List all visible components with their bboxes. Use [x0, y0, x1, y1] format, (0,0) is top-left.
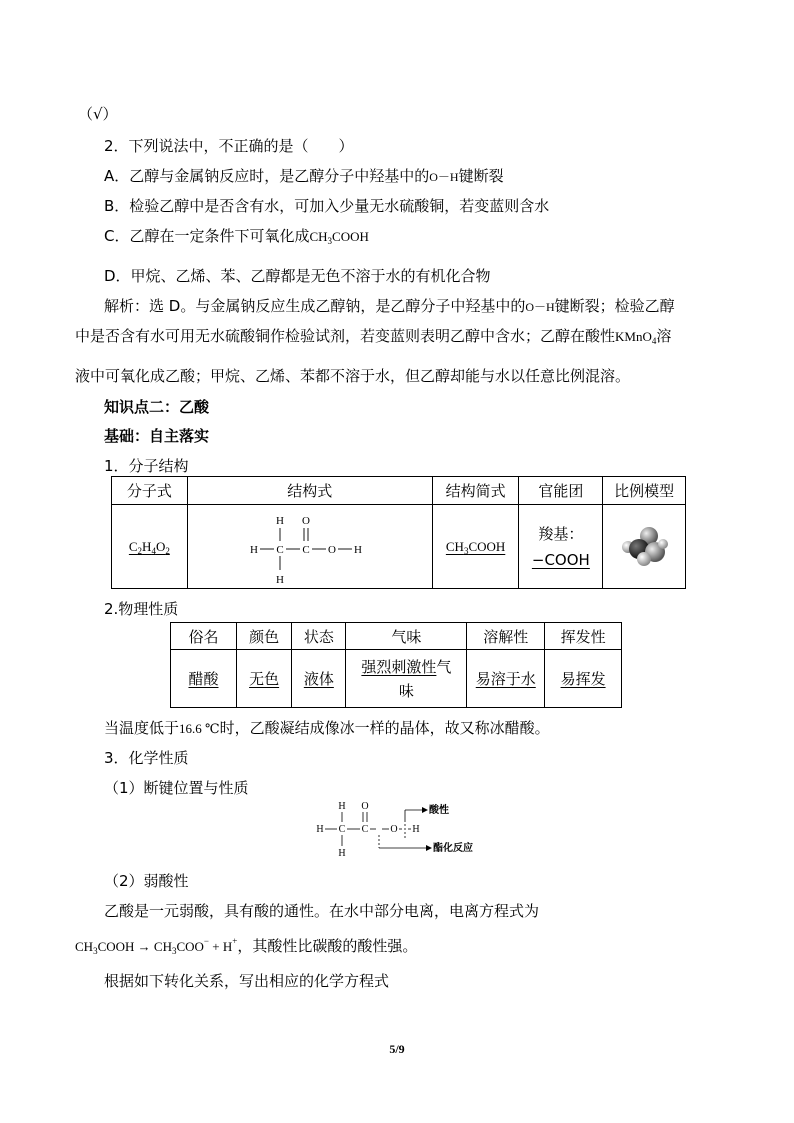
svg-text:O: O [327, 543, 336, 556]
header-common-name: 俗名 [171, 623, 237, 650]
header-odor: 气味 [346, 623, 467, 650]
volatility-value: 易挥发 [545, 650, 622, 708]
header-model: 比例模型 [603, 477, 686, 505]
option-c: C．乙醇在一定条件下可氧化成$CH_3COOH$ [104, 227, 369, 246]
bond-breaking-diagram [312, 798, 482, 862]
ionization-equation: $CH_3COOH \to CH_3COO^- + H^+$，其酸性比碳酸的酸性强。 [75, 936, 418, 956]
functional-group: 羧基： −COOH [519, 505, 603, 589]
svg-text:H: H [249, 543, 258, 556]
analysis-line-2: 中是否含有水可用无水硫酸铜作检验试剂，若变蓝则表明乙醇中含水；乙醇在酸性KMnO$_4$溶 [75, 327, 672, 346]
svg-text:C: C [276, 543, 284, 556]
physical-properties-title: 2.物理性质 [104, 600, 179, 618]
header-condensed: 结构简式 [432, 477, 519, 505]
svg-text:H: H [338, 801, 346, 812]
condensed-formula: $CH_3COOH$ [432, 505, 519, 589]
header-formula: 分子式 [112, 477, 188, 505]
svg-text:酸性: 酸性 [429, 805, 449, 816]
header-color: 颜色 [237, 623, 292, 650]
svg-text:H: H [316, 824, 324, 835]
chemical-properties-title: 3．化学性质 [104, 749, 189, 767]
svg-text:H: H [275, 573, 284, 586]
molecular-formula: $C_2H_4O_2$ [112, 505, 188, 589]
option-a: A．乙醇与金属钠反应时，是乙醇分子中羟基中的O－H键断裂 [104, 167, 504, 185]
header-state: 状态 [292, 623, 346, 650]
answer-check: （√） [78, 105, 118, 123]
header-functional: 官能团 [519, 477, 603, 505]
header-volatility: 挥发性 [545, 623, 622, 650]
conversion-note: 根据如下转化关系，写出相应的化学方程式 [104, 972, 390, 990]
solubility-value: 易溶于水 [467, 650, 545, 708]
svg-text:H: H [353, 543, 362, 556]
color-value: 无色 [237, 650, 292, 708]
structure-table [111, 476, 686, 589]
section-heading: 知识点二：乙酸 [104, 398, 210, 416]
analysis-line-3: 液中可氧化成乙酸；甲烷、乙烯、苯都不溶于水，但乙醇却能与水以任意比例混溶。 [75, 367, 631, 385]
acetic-acid-structure [245, 507, 375, 587]
header-structural: 结构式 [187, 477, 432, 505]
header-solubility: 溶解性 [467, 623, 545, 650]
acetic-acid-ball-model [619, 525, 669, 569]
melting-note: 当温度低于16.6 ℃时，乙酸凝结成像冰一样的晶体，故又称冰醋酸。 [104, 719, 550, 737]
question-2-stem: 2．下列说法中，不正确的是（ ） [104, 137, 354, 155]
odor-value: 强烈刺激性气 味 [346, 650, 467, 708]
analysis-line-1: 解析：选 D。与金属钠反应生成乙醇钠，是乙醇分子中羟基中的O－H键断裂；检验乙醇 [104, 297, 675, 315]
option-d: D．甲烷、乙烯、苯、乙醇都是无色不溶于水的有机化合物 [104, 267, 491, 285]
svg-text:O: O [361, 801, 369, 812]
section-subheading: 基础：自主落实 [104, 427, 210, 445]
svg-text:O: O [390, 824, 398, 835]
molecular-structure-title: 1．分子结构 [104, 457, 189, 475]
svg-text:H: H [412, 824, 420, 835]
svg-text:C: C [302, 543, 310, 556]
svg-text:H: H [275, 514, 284, 527]
svg-text:酯化反应: 酯化反应 [433, 843, 473, 854]
common-name-value: 醋酸 [171, 650, 237, 708]
svg-text:C: C [338, 824, 346, 835]
structural-formula-cell [187, 505, 432, 589]
ball-model-cell [603, 505, 686, 589]
page-number: 5/9 [389, 1042, 405, 1056]
svg-text:O: O [301, 514, 310, 527]
svg-text:C: C [361, 824, 369, 835]
svg-text:H: H [338, 848, 346, 859]
weak-acid-text: 乙酸是一元弱酸，具有酸的通性。在水中部分电离，电离方程式为 [104, 902, 540, 920]
weak-acid-title: （2）弱酸性 [104, 872, 189, 890]
bond-breaking-title: （1）断键位置与性质 [104, 779, 249, 797]
option-b: B．检验乙醇中是否含有水，可加入少量无水硫酸铜，若变蓝则含水 [104, 197, 550, 215]
physical-table [170, 622, 622, 708]
state-value: 液体 [292, 650, 346, 708]
